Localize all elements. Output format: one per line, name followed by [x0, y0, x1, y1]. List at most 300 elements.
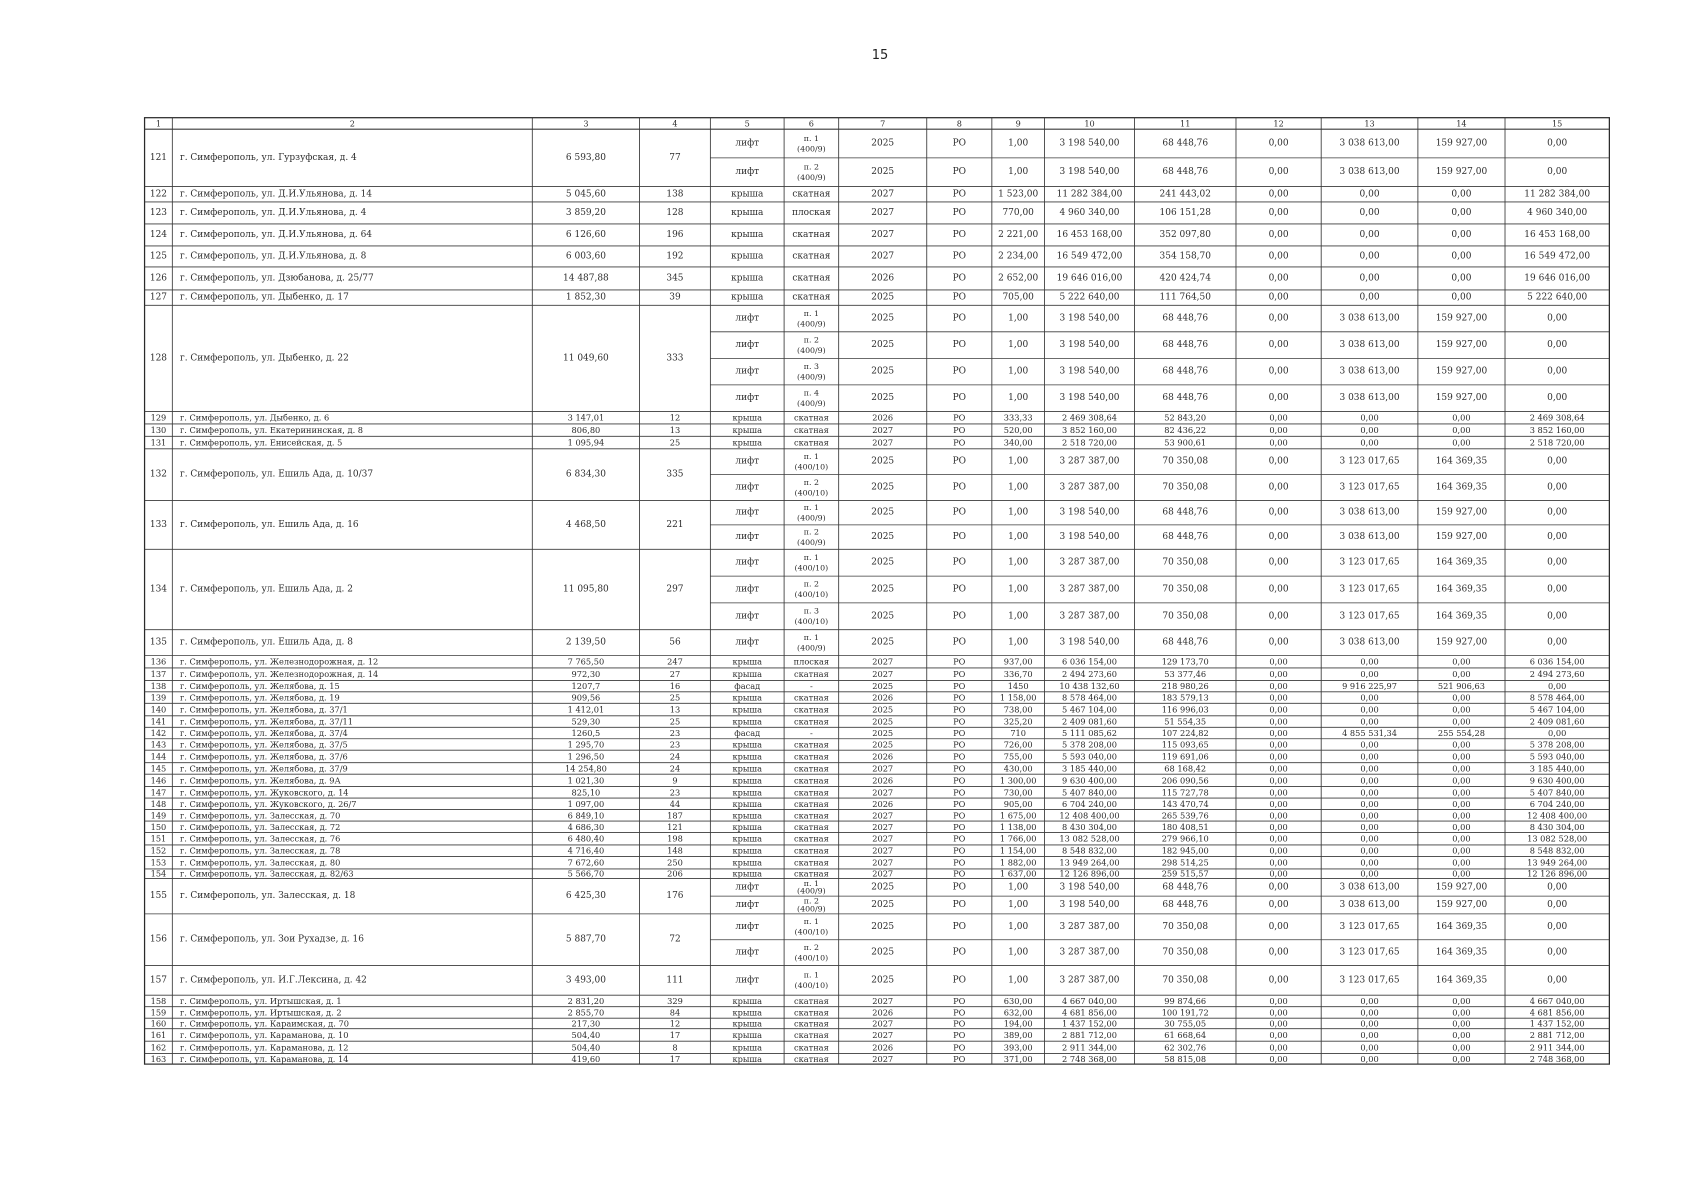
- cell-text: 143 470,74: [1161, 798, 1209, 809]
- cell-text: лифт: [735, 900, 760, 911]
- residents-cell: 84: [669, 1007, 681, 1018]
- cell-text: 3 198 540,00: [1059, 366, 1120, 377]
- cell-text: 298 514,25: [1161, 857, 1209, 868]
- entrance-capacity: (400/9): [797, 173, 826, 183]
- address-cell: г. Симферополь, ул. Залесская, д. 70: [179, 810, 341, 821]
- cell-text: скатная: [794, 704, 829, 715]
- cell-text: 68 448,76: [1162, 637, 1209, 648]
- cell-text: 8 548 832,00: [1062, 845, 1117, 856]
- cell-text: 3 198 540,00: [1059, 393, 1120, 404]
- cell-text: 2 409 081,60: [1062, 716, 1117, 727]
- residents-cell: 192: [666, 251, 684, 262]
- cell-text: РО: [953, 1029, 966, 1040]
- cell-text: 0,00: [1451, 273, 1472, 284]
- cell-text: 0,00: [1451, 229, 1472, 240]
- cell-text: 0,00: [1268, 189, 1289, 200]
- area-cell: 972,30: [571, 669, 601, 680]
- cell-text: 0,00: [1452, 656, 1471, 667]
- cell-text: скатная: [794, 1042, 829, 1053]
- cell-text: РО: [953, 656, 966, 667]
- cell-text: скатная: [794, 437, 829, 448]
- cell-text: 0,00: [1547, 167, 1568, 178]
- cell-text: 68 448,76: [1162, 167, 1209, 178]
- cell-text: 16 453 168,00: [1056, 229, 1123, 240]
- cell-text: 70 350,08: [1162, 482, 1209, 493]
- cell-text: 159 927,00: [1435, 366, 1488, 377]
- cell-text: 3 852 160,00: [1529, 425, 1585, 436]
- cell-text: 0,00: [1360, 739, 1379, 750]
- cell-text: 0,00: [1360, 669, 1379, 680]
- residents-cell: 8: [672, 1042, 678, 1053]
- cell-text: 0,00: [1359, 292, 1380, 303]
- address-cell: г. Симферополь, ул. Караманова, д. 14: [179, 1053, 349, 1064]
- cell-text: 0,00: [1268, 456, 1289, 467]
- cell-text: крыша: [732, 821, 762, 832]
- cell-text: 6 704 240,00: [1062, 798, 1117, 809]
- area-cell: 825,10: [571, 787, 601, 798]
- cell-text: 0,00: [1268, 138, 1289, 149]
- row-number: 144: [150, 751, 167, 762]
- cell-text: лифт: [735, 167, 760, 178]
- cell-text: 2025: [871, 507, 895, 518]
- cell-text: 0,00: [1360, 845, 1379, 856]
- row-number: 136: [150, 656, 167, 667]
- cell-text: 1,00: [1008, 482, 1029, 493]
- cell-text: 68 448,76: [1162, 507, 1209, 518]
- cell-text: лифт: [735, 313, 760, 324]
- cell-text: 2025: [871, 900, 895, 911]
- cell-text: 0,00: [1359, 229, 1380, 240]
- header-cell: 10: [1084, 118, 1095, 129]
- entrance-label: п. 2: [803, 477, 819, 487]
- area-cell: 6 480,40: [567, 833, 605, 844]
- cell-text: 1 158,00: [999, 692, 1037, 703]
- header-cell: 1: [155, 118, 162, 129]
- cell-text: 0,00: [1547, 366, 1568, 377]
- cell-text: 1 437 152,00: [1062, 1018, 1117, 1029]
- address-cell: г. Симферополь, ул. Желябова, д. 9А: [179, 775, 341, 786]
- cell-text: 2025: [871, 611, 895, 622]
- cell-text: 5 593 040,00: [1062, 751, 1117, 762]
- row-number: 140: [150, 704, 167, 715]
- cell-text: 2025: [871, 456, 895, 467]
- cell-text: РО: [952, 393, 967, 404]
- cell-text: 68 448,76: [1162, 313, 1209, 324]
- area-cell: 6 126,60: [565, 229, 606, 240]
- cell-text: крыша: [732, 412, 762, 423]
- cell-text: РО: [952, 189, 967, 200]
- area-cell: 1 296,50: [567, 751, 605, 762]
- cell-text: 68 448,76: [1162, 532, 1209, 543]
- address-cell: г. Симферополь, ул. Желябова, д. 15: [179, 681, 340, 692]
- cell-text: 5 222 640,00: [1059, 292, 1120, 303]
- cell-text: 12 408 400,00: [1059, 810, 1120, 821]
- area-cell: 2 831,20: [567, 995, 605, 1006]
- cell-text: 0,00: [1269, 798, 1288, 809]
- cell-text: 1,00: [1008, 366, 1029, 377]
- cell-text: 2 881 712,00: [1062, 1029, 1117, 1040]
- cell-text: РО: [953, 739, 966, 750]
- cell-text: 2026: [871, 273, 895, 284]
- cell-text: РО: [952, 251, 967, 262]
- residents-cell: 44: [669, 798, 681, 809]
- cell-text: 164 369,35: [1435, 947, 1488, 958]
- cell-text: крыша: [731, 273, 764, 284]
- cell-text: 159 927,00: [1435, 340, 1488, 351]
- cell-text: 371,00: [1003, 1053, 1033, 1064]
- row-number: 160: [150, 1018, 167, 1029]
- residents-cell: 24: [669, 763, 681, 774]
- cell-text: 2 881 712,00: [1529, 1029, 1585, 1040]
- address-cell: г. Симферополь, ул. Ешиль Ада, д. 8: [179, 637, 353, 648]
- cell-text: 2027: [872, 1053, 894, 1064]
- entrance-label: п. 1: [803, 632, 819, 642]
- cell-text: скатная: [794, 739, 829, 750]
- cell-text: крыша: [732, 437, 762, 448]
- entrance-label: п. 4: [803, 388, 819, 398]
- cell-text: 164 369,35: [1435, 921, 1488, 932]
- cell-text: 12 126 896,00: [1059, 868, 1120, 879]
- cell-text: 0,00: [1547, 947, 1568, 958]
- cell-text: плоская: [793, 656, 830, 667]
- cell-text: 1450: [1007, 681, 1029, 692]
- cell-text: 0,00: [1360, 437, 1379, 448]
- cell-text: 0,00: [1268, 207, 1289, 218]
- cell-text: 12 126 896,00: [1527, 868, 1588, 879]
- cell-text: 2 911 344,00: [1529, 1042, 1585, 1053]
- row-number: 138: [150, 681, 167, 692]
- cell-text: 0,00: [1360, 716, 1379, 727]
- cell-text: 1,00: [1008, 611, 1029, 622]
- cell-text: 8 430 304,00: [1529, 821, 1585, 832]
- cell-text: 2025: [871, 882, 895, 893]
- residents-cell: 111: [666, 975, 684, 986]
- area-cell: 6 593,80: [565, 152, 606, 163]
- row-number: 127: [149, 292, 168, 303]
- address-cell: г. Симферополь, ул. Желябова, д. 37/1: [179, 704, 348, 715]
- cell-text: 2025: [871, 637, 895, 648]
- entrance-label: п. 1: [803, 917, 819, 927]
- entrance-label: п. 1: [803, 878, 819, 888]
- cell-text: 0,00: [1268, 482, 1289, 493]
- cell-text: 2026: [872, 1007, 894, 1018]
- row-number: 126: [149, 273, 168, 284]
- cell-text: 4 681 856,00: [1529, 1007, 1585, 1018]
- header-cell: 11: [1180, 118, 1191, 129]
- residents-cell: 138: [666, 189, 684, 200]
- header-cell: 8: [956, 118, 962, 129]
- cell-text: 3 038 613,00: [1339, 507, 1400, 518]
- area-cell: 1 852,30: [565, 292, 606, 303]
- cell-text: 0,00: [1360, 833, 1379, 844]
- area-cell: 7 765,50: [567, 656, 605, 667]
- cell-text: крыша: [732, 692, 762, 703]
- cell-text: скатная: [794, 1053, 829, 1064]
- cell-text: крыша: [732, 704, 762, 715]
- cell-text: 3 185 440,00: [1529, 763, 1585, 774]
- cell-text: крыша: [732, 1007, 762, 1018]
- cell-text: 2 494 273,60: [1062, 669, 1117, 680]
- cell-text: скатная: [794, 763, 829, 774]
- residents-cell: 9: [672, 775, 678, 786]
- cell-text: 333,33: [1003, 412, 1033, 423]
- cell-text: РО: [953, 845, 966, 856]
- cell-text: 2027: [872, 656, 894, 667]
- cell-text: 3 198 540,00: [1059, 340, 1120, 351]
- cell-text: 0,00: [1269, 845, 1288, 856]
- cell-text: 218 980,26: [1161, 681, 1209, 692]
- cell-text: 0,00: [1269, 1007, 1288, 1018]
- cell-text: 0,00: [1360, 868, 1379, 879]
- cell-text: 0,00: [1452, 775, 1471, 786]
- cell-text: РО: [953, 798, 966, 809]
- address-cell: г. Симферополь, ул. Желябова, д. 37/4: [179, 728, 348, 739]
- cell-text: 0,00: [1547, 611, 1568, 622]
- entrance-label: п. 3: [803, 361, 819, 371]
- cell-text: 2027: [871, 207, 895, 218]
- cell-text: 2025: [872, 728, 894, 739]
- cell-text: лифт: [735, 947, 760, 958]
- cell-text: 0,00: [1452, 437, 1471, 448]
- cell-text: лифт: [735, 482, 760, 493]
- cell-text: 520,00: [1003, 425, 1033, 436]
- entrance-label: п. 1: [803, 308, 819, 318]
- cell-text: 52 843,20: [1164, 412, 1207, 423]
- cell-text: 3 198 540,00: [1059, 138, 1120, 149]
- cell-text: 0,00: [1360, 751, 1379, 762]
- address-cell: г. Симферополь, ул. Гурзуфская, д. 4: [179, 152, 357, 163]
- cell-text: крыша: [732, 739, 762, 750]
- cell-text: 3 123 017,65: [1339, 947, 1400, 958]
- cell-text: РО: [952, 900, 967, 911]
- entrance-capacity: (400/9): [797, 904, 826, 914]
- cell-text: 0,00: [1268, 507, 1289, 518]
- cell-text: 0,00: [1268, 340, 1289, 351]
- cell-text: 3 287 387,00: [1059, 456, 1120, 467]
- address-cell: г. Симферополь, ул. Д.И.Ульянова, д. 14: [179, 189, 373, 200]
- cell-text: скатная: [794, 425, 829, 436]
- row-number: 143: [150, 739, 167, 750]
- cell-text: 3 123 017,65: [1339, 557, 1400, 568]
- address-cell: г. Симферополь, ул. Жуковского, д. 14: [179, 787, 349, 798]
- cell-text: РО: [952, 313, 967, 324]
- address-cell: г. Симферополь, ул. Дыбенко, д. 6: [179, 412, 330, 423]
- cell-text: РО: [953, 437, 966, 448]
- cell-text: 12 408 400,00: [1527, 810, 1588, 821]
- row-number: 125: [149, 251, 168, 262]
- cell-text: 13 949 264,00: [1527, 857, 1588, 868]
- cell-text: 2025: [872, 681, 894, 692]
- cell-text: 2025: [871, 947, 895, 958]
- residents-cell: 25: [669, 437, 681, 448]
- entrance-capacity: (400/9): [797, 643, 826, 653]
- cell-text: лифт: [735, 507, 760, 518]
- cell-text: 0,00: [1451, 189, 1472, 200]
- address-cell: г. Симферополь, ул. Залесская, д. 76: [179, 833, 341, 844]
- residents-cell: 16: [669, 681, 681, 692]
- cell-text: лифт: [735, 921, 760, 932]
- cell-text: 58 815,08: [1164, 1053, 1207, 1064]
- cell-text: 68 168,42: [1164, 763, 1207, 774]
- entrance-capacity: (400/9): [797, 513, 826, 523]
- cell-text: 9 916 225,97: [1342, 681, 1398, 692]
- area-cell: 5 566,70: [567, 868, 605, 879]
- cell-text: 0,00: [1360, 656, 1379, 667]
- cell-text: 630,00: [1003, 995, 1033, 1006]
- cell-text: крыша: [732, 868, 762, 879]
- address-cell: г. Симферополь, ул. Залесская, д. 82/63: [179, 868, 354, 879]
- cell-text: РО: [953, 810, 966, 821]
- cell-text: 0,00: [1269, 656, 1288, 667]
- cell-text: 0,00: [1268, 313, 1289, 324]
- cell-text: 2 652,00: [998, 273, 1039, 284]
- entrance-label: п. 2: [803, 896, 819, 906]
- cell-text: 2027: [872, 1018, 894, 1029]
- cell-text: 164 369,35: [1435, 975, 1488, 986]
- area-cell: 504,40: [571, 1029, 601, 1040]
- cell-text: 2026: [872, 775, 894, 786]
- cell-text: 0,00: [1269, 787, 1288, 798]
- cell-text: 3 198 540,00: [1059, 882, 1120, 893]
- cell-text: РО: [952, 584, 967, 595]
- cell-text: 164 369,35: [1435, 611, 1488, 622]
- cell-text: 3 123 017,65: [1339, 456, 1400, 467]
- cell-text: 2025: [871, 532, 895, 543]
- cell-text: 0,00: [1269, 728, 1288, 739]
- cell-text: 0,00: [1269, 1029, 1288, 1040]
- cell-text: 0,00: [1547, 456, 1568, 467]
- area-cell: 806,80: [571, 425, 601, 436]
- cell-text: крыша: [732, 751, 762, 762]
- cell-text: крыша: [732, 810, 762, 821]
- cell-text: 0,00: [1359, 207, 1380, 218]
- cell-text: крыша: [732, 798, 762, 809]
- cell-text: РО: [952, 340, 967, 351]
- cell-text: РО: [953, 425, 966, 436]
- cell-text: 6 704 240,00: [1529, 798, 1585, 809]
- cell-text: РО: [952, 532, 967, 543]
- cell-text: РО: [953, 868, 966, 879]
- cell-text: 1,00: [1008, 393, 1029, 404]
- cell-text: 4 960 340,00: [1059, 207, 1120, 218]
- cell-text: 5 222 640,00: [1527, 292, 1588, 303]
- cell-text: крыша: [732, 656, 762, 667]
- cell-text: 0,00: [1452, 787, 1471, 798]
- cell-text: 2027: [871, 251, 895, 262]
- cell-text: 159 927,00: [1435, 167, 1488, 178]
- residents-cell: 27: [669, 669, 681, 680]
- cell-text: 16 453 168,00: [1524, 229, 1591, 240]
- area-cell: 11 095,80: [563, 584, 609, 595]
- area-cell: 14 254,80: [564, 763, 607, 774]
- area-cell: 1207,7: [571, 681, 601, 692]
- row-number: 141: [150, 716, 167, 727]
- cell-text: 13 082 528,00: [1059, 833, 1120, 844]
- cell-text: 1 675,00: [999, 810, 1037, 821]
- entrance-capacity: (400/9): [797, 144, 826, 154]
- cell-text: 3 287 387,00: [1059, 611, 1120, 622]
- header-cell: 7: [880, 118, 886, 129]
- cell-text: 726,00: [1003, 739, 1033, 750]
- cell-text: 115 093,65: [1161, 739, 1209, 750]
- cell-text: 0,00: [1360, 692, 1379, 703]
- cell-text: 164 369,35: [1435, 557, 1488, 568]
- cell-text: скатная: [792, 292, 831, 303]
- cell-text: крыша: [732, 845, 762, 856]
- area-cell: 4 686,30: [567, 821, 605, 832]
- cell-text: скатная: [792, 273, 831, 284]
- cell-text: 0,00: [1269, 425, 1288, 436]
- cell-text: крыша: [732, 857, 762, 868]
- row-number: 157: [149, 975, 168, 986]
- cell-text: 0,00: [1547, 340, 1568, 351]
- cell-text: скатная: [794, 857, 829, 868]
- cell-text: крыша: [732, 1053, 762, 1064]
- cell-text: 0,00: [1452, 821, 1471, 832]
- residents-cell: 148: [667, 845, 683, 856]
- cell-text: 340,00: [1003, 437, 1033, 448]
- cell-text: 2027: [872, 763, 894, 774]
- cell-text: РО: [953, 1018, 966, 1029]
- residents-cell: 297: [666, 584, 684, 595]
- row-number: 121: [149, 152, 168, 163]
- cell-text: 53 900,61: [1164, 437, 1207, 448]
- cell-text: 3 198 540,00: [1059, 532, 1120, 543]
- row-number: 123: [149, 207, 168, 218]
- cell-text: скатная: [792, 251, 831, 262]
- entrance-capacity: (400/10): [794, 488, 829, 498]
- cell-text: 3 287 387,00: [1059, 584, 1120, 595]
- cell-text: 3 185 440,00: [1062, 763, 1117, 774]
- cell-text: крыша: [732, 669, 762, 680]
- area-cell: 6 003,60: [565, 251, 606, 262]
- address-cell: г. Симферополь, ул. Д.И.Ульянова, д. 8: [179, 251, 367, 262]
- cell-text: 755,00: [1003, 751, 1033, 762]
- cell-text: 70 350,08: [1162, 921, 1209, 932]
- cell-text: 70 350,08: [1162, 947, 1209, 958]
- cell-text: лифт: [735, 557, 760, 568]
- header-cell: 2: [349, 118, 355, 129]
- cell-text: 0,00: [1547, 921, 1568, 932]
- residents-cell: 72: [669, 934, 681, 945]
- row-number: 135: [149, 637, 168, 648]
- cell-text: 3 038 613,00: [1339, 313, 1400, 324]
- cell-text: 3 287 387,00: [1059, 482, 1120, 493]
- residents-cell: 56: [669, 637, 681, 648]
- cell-text: лифт: [735, 340, 760, 351]
- cell-text: 1 437 152,00: [1529, 1018, 1585, 1029]
- page-number: 15: [871, 48, 889, 63]
- cell-text: 0,00: [1360, 798, 1379, 809]
- cell-text: 2025: [871, 975, 895, 986]
- address-cell: г. Симферополь, ул. Залесская, д. 18: [179, 891, 356, 902]
- cell-text: 0,00: [1452, 425, 1471, 436]
- residents-cell: 187: [667, 810, 683, 821]
- cell-text: 68 448,76: [1162, 138, 1209, 149]
- cell-text: 0,00: [1268, 611, 1289, 622]
- address-cell: г. Симферополь, ул. Желябова, д. 37/6: [179, 751, 348, 762]
- cell-text: 0,00: [1269, 821, 1288, 832]
- cell-text: РО: [953, 775, 966, 786]
- cell-text: 1 882,00: [999, 857, 1037, 868]
- residents-cell: 25: [669, 692, 681, 703]
- residents-cell: 39: [669, 292, 681, 303]
- cell-text: 3 123 017,65: [1339, 921, 1400, 932]
- cell-text: 2 518 720,00: [1529, 437, 1585, 448]
- residents-cell: 206: [667, 868, 683, 879]
- cell-text: 116 996,03: [1161, 704, 1209, 715]
- cell-text: 4 667 040,00: [1529, 995, 1585, 1006]
